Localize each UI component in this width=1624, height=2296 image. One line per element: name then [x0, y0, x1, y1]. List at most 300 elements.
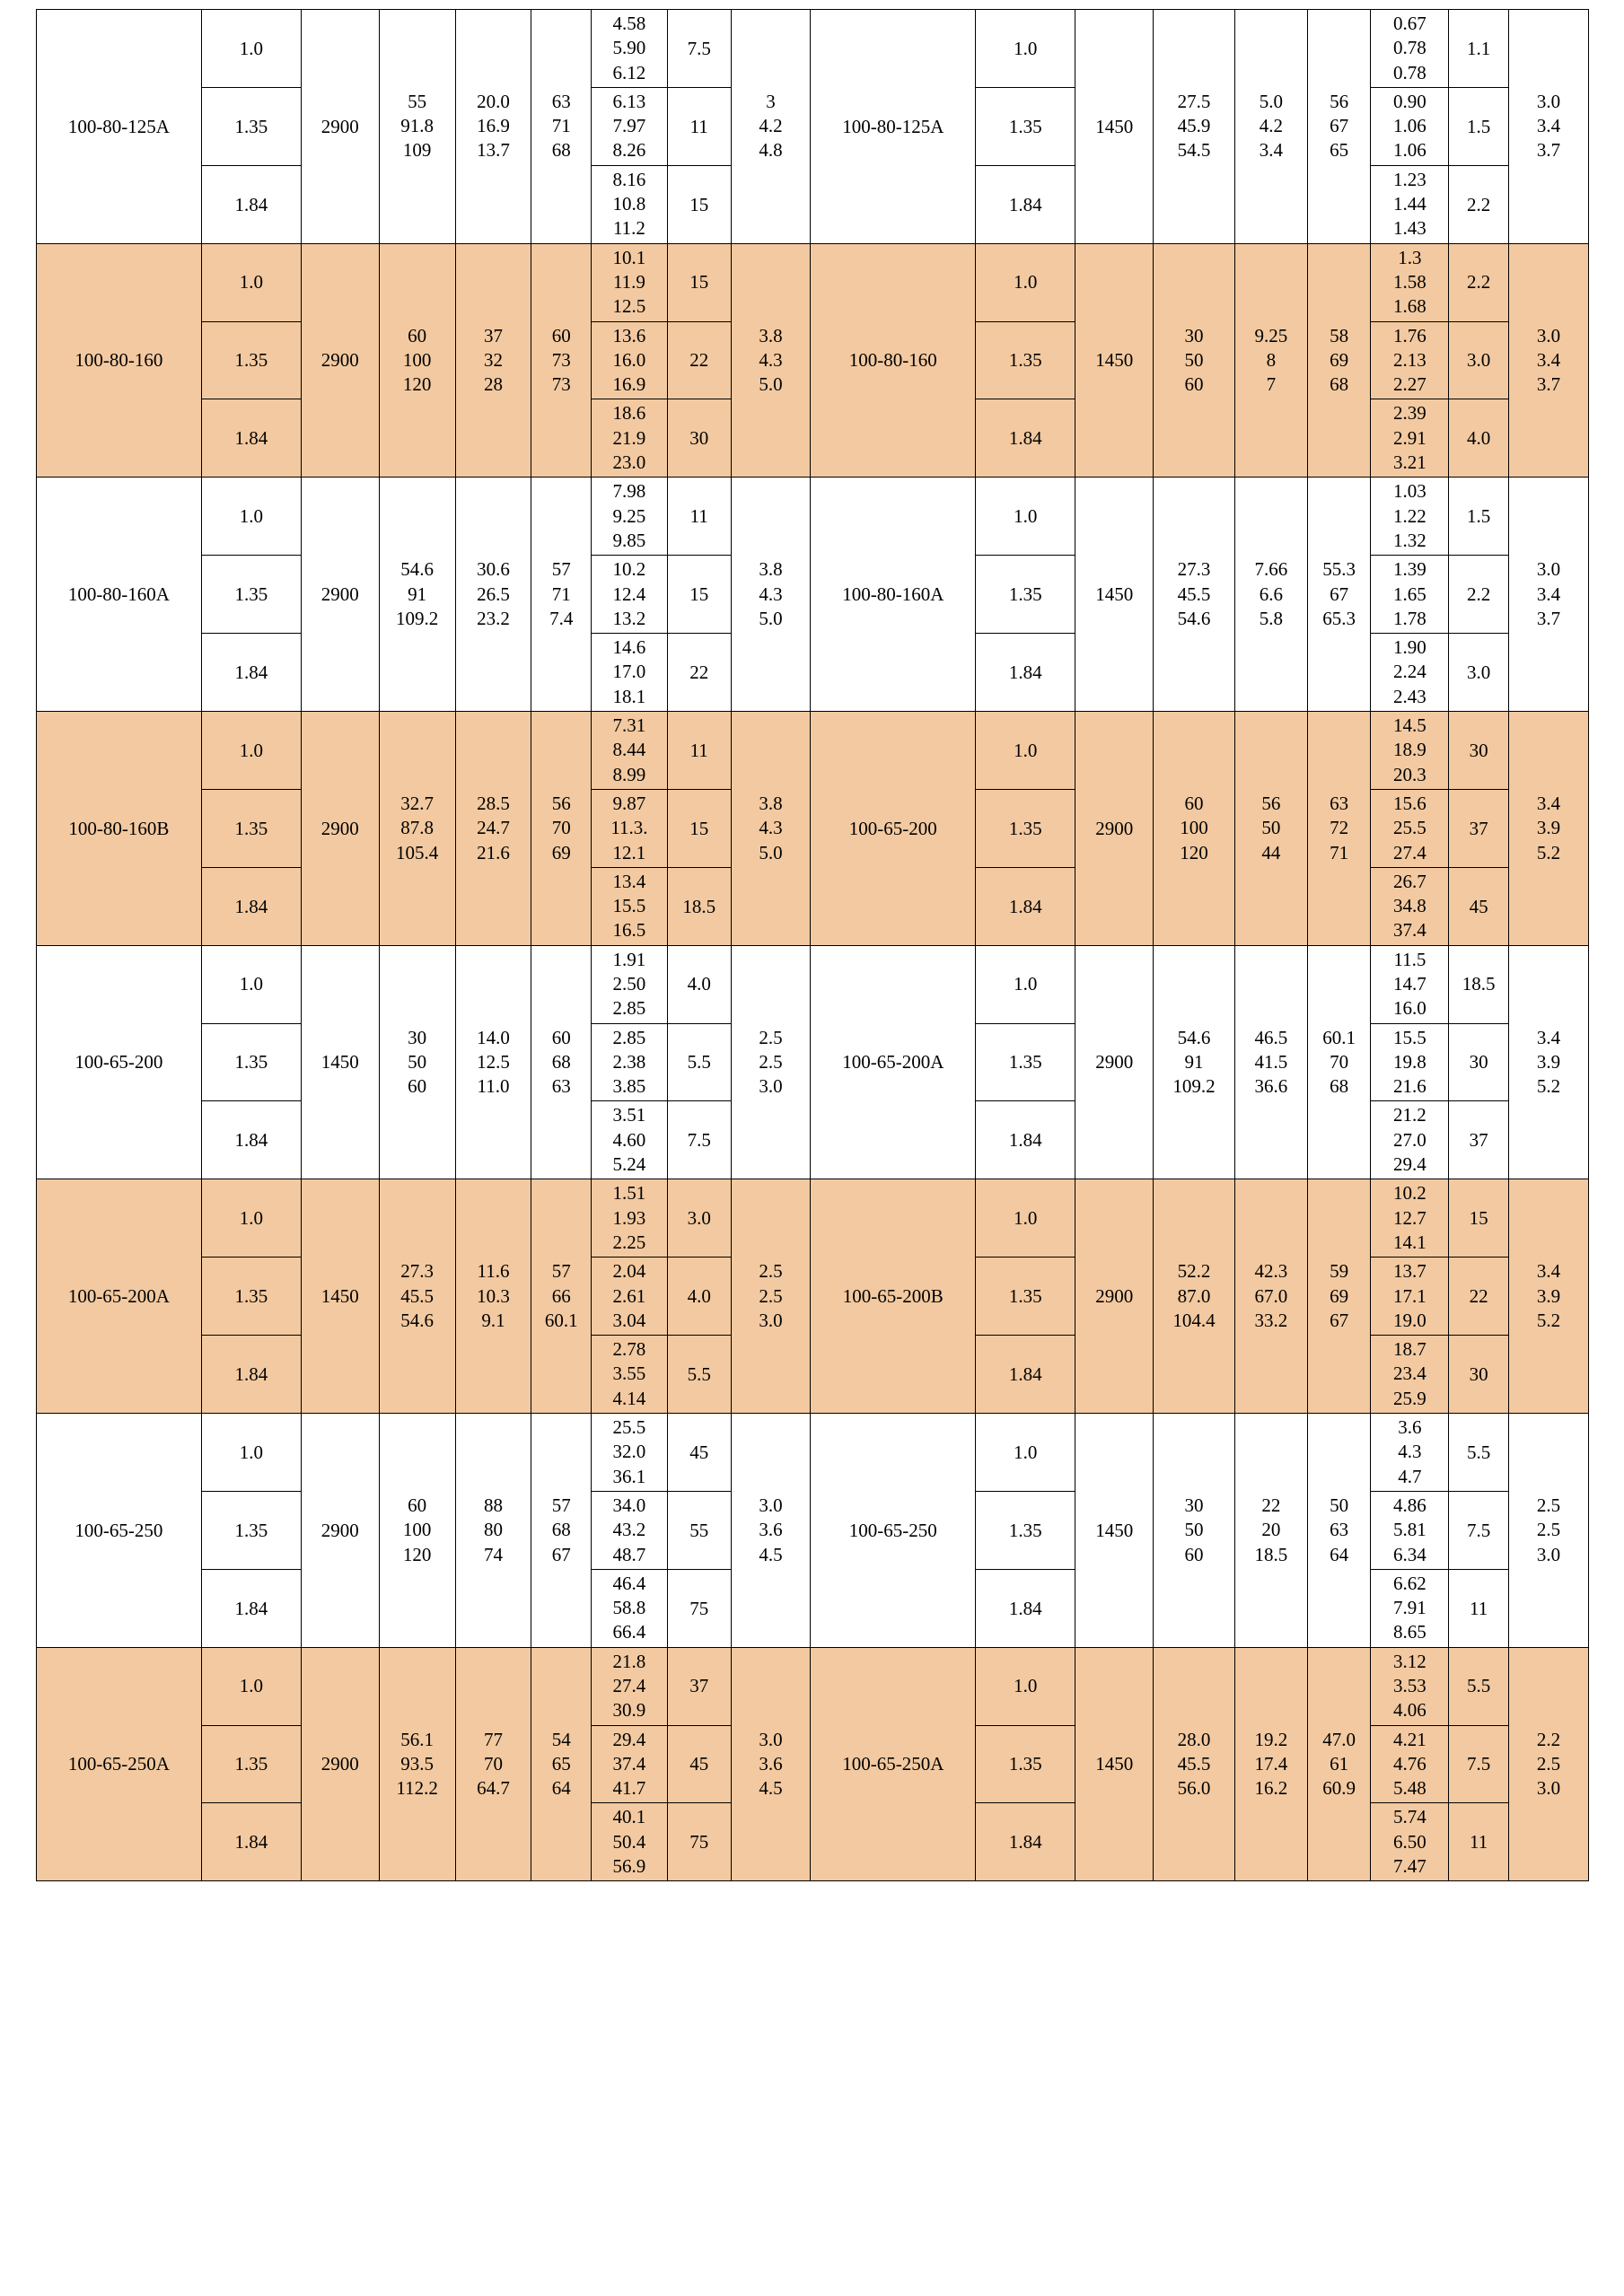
left-power-cell-line: 11.3.: [610, 817, 648, 839]
left-head-cell-line: 11.0: [477, 1075, 510, 1098]
left-power-cell: [592, 1803, 668, 1881]
right-density-cell: 1.84: [976, 399, 1075, 478]
left-head-cell: [455, 243, 531, 478]
right-motor-cell: 11: [1449, 1803, 1509, 1881]
right-efficiency-cell: [1307, 10, 1371, 244]
right-flow-cell-line: 50: [1184, 348, 1204, 371]
right-power-cell-line: 15.5: [1393, 1026, 1426, 1048]
left-density-cell: 1.35: [201, 1258, 301, 1336]
left-model-cell: 100-80-160: [37, 243, 202, 478]
left-npsh-cell-line: 4.3: [759, 817, 783, 839]
right-motor-cell: 11: [1449, 1569, 1509, 1647]
right-power-cell-line: 2.13: [1393, 348, 1426, 371]
right-power-cell-line: 17.1: [1393, 1284, 1426, 1307]
left-power-cell-line: 14.6: [612, 636, 646, 659]
left-power-cell-line: 10.1: [612, 246, 646, 268]
left-density-cell: 1.35: [201, 1491, 301, 1569]
left-density-cell: 1.35: [201, 1023, 301, 1101]
left-motor-cell: 11: [667, 87, 731, 165]
right-power-cell-line: 19.8: [1393, 1050, 1426, 1073]
left-power-cell: [592, 1023, 668, 1101]
right-density-cell: 1.35: [976, 1258, 1075, 1336]
left-power-cell-line: 2.85: [612, 997, 646, 1020]
left-model-cell: 100-65-200: [37, 945, 202, 1179]
right-power-cell: [1371, 1101, 1449, 1179]
left-npsh-cell-line: 2.5: [759, 1050, 783, 1073]
right-motor-cell: 5.5: [1449, 1647, 1509, 1725]
left-model-cell: 100-65-250A: [37, 1647, 202, 1881]
right-power-cell-line: 4.3: [1398, 1441, 1422, 1463]
left-power-cell-line: 50.4: [612, 1830, 646, 1853]
left-npsh-cell-line: 4.3: [759, 583, 783, 605]
right-efficiency-cell: [1307, 243, 1371, 478]
left-power-cell-line: 1.51: [612, 1182, 646, 1205]
left-flow-cell-line: 60: [408, 1494, 427, 1516]
left-power-cell: [592, 243, 668, 321]
right-power-cell-line: 2.91: [1393, 426, 1426, 449]
right-speed-cell: 2900: [1075, 945, 1154, 1179]
right-power-cell-line: 4.86: [1393, 1494, 1426, 1516]
right-density-cell: 1.84: [976, 1569, 1075, 1647]
right-efficiency-cell-line: 70: [1330, 1050, 1349, 1073]
right-npsh-cell-line: 3.0: [1536, 1777, 1561, 1800]
left-power-cell-line: 48.7: [612, 1543, 646, 1565]
left-power-cell-line: 13.4: [612, 870, 646, 892]
right-flow-cell: [1154, 243, 1235, 478]
left-power-cell-line: 58.8: [612, 1597, 646, 1619]
left-power-cell-line: 16.9: [612, 373, 646, 396]
left-flow-cell-line: 54.6: [400, 1309, 434, 1331]
right-flow-cell-line: 50: [1184, 1519, 1204, 1541]
right-flow-cell-line: 45.5: [1177, 583, 1211, 605]
right-motor-cell: 37: [1449, 1101, 1509, 1179]
left-power-cell: [592, 556, 668, 634]
left-power-cell-line: 37.4: [612, 1752, 646, 1775]
right-npsh-cell-line: 2.2: [1536, 1728, 1561, 1750]
left-efficiency-cell-line: 66: [551, 1284, 571, 1307]
right-flow-cell-line: 45.9: [1177, 115, 1211, 137]
left-power-cell-line: 25.5: [612, 1416, 646, 1439]
left-efficiency-cell-line: 56: [551, 792, 571, 814]
right-npsh-cell-line: 5.2: [1536, 1075, 1561, 1098]
left-motor-cell: 4.0: [667, 945, 731, 1023]
left-npsh-cell: [731, 1414, 811, 1648]
left-head-cell-line: 11.6: [477, 1260, 510, 1283]
right-power-cell-line: 27.4: [1393, 841, 1426, 863]
right-head-cell-line: 4.2: [1259, 115, 1284, 137]
left-power-cell-line: 13.6: [612, 324, 646, 346]
right-efficiency-cell-line: 63: [1330, 1519, 1349, 1541]
left-motor-cell: 18.5: [667, 867, 731, 945]
left-power-cell-line: 43.2: [612, 1519, 646, 1541]
right-density-cell: 1.84: [976, 1101, 1075, 1179]
right-power-cell: [1371, 478, 1449, 556]
left-efficiency-cell-line: 68: [551, 139, 571, 162]
left-power-cell-line: 40.1: [612, 1806, 646, 1828]
right-power-cell-line: 13.7: [1393, 1260, 1426, 1283]
left-power-cell: [592, 1725, 668, 1803]
right-flow-cell-line: 30: [1184, 324, 1204, 346]
left-motor-cell: 4.0: [667, 1258, 731, 1336]
right-npsh-cell: [1508, 243, 1588, 478]
left-model-cell: 100-80-125A: [37, 10, 202, 244]
left-head-cell-line: 20.0: [477, 90, 510, 112]
left-power-cell-line: 4.14: [612, 1387, 646, 1409]
right-head-cell-line: 46.5: [1254, 1026, 1288, 1048]
left-flow-cell-line: 120: [402, 373, 432, 396]
right-power-cell-line: 1.90: [1393, 636, 1426, 659]
left-head-cell-line: 28.5: [477, 792, 510, 814]
right-power-cell-line: 1.23: [1393, 168, 1426, 190]
left-power-cell-line: 34.0: [612, 1494, 646, 1516]
right-flow-cell-line: 60: [1184, 373, 1204, 396]
right-npsh-cell-line: 3.0: [1536, 1543, 1561, 1565]
right-motor-cell: 18.5: [1449, 945, 1509, 1023]
left-density-cell: 1.35: [201, 789, 301, 867]
left-model-cell: 100-80-160B: [37, 712, 202, 946]
right-power-cell: [1371, 165, 1449, 243]
left-model-cell: 100-65-250: [37, 1414, 202, 1648]
right-power-cell: [1371, 867, 1449, 945]
right-model-cell: 100-80-125A: [811, 10, 976, 244]
right-power-cell-line: 2.24: [1393, 661, 1426, 683]
right-power-cell-line: 3.21: [1393, 451, 1426, 474]
right-power-cell: [1371, 1725, 1449, 1803]
left-power-cell: [592, 10, 668, 88]
right-power-cell: [1371, 556, 1449, 634]
right-head-cell-line: 16.2: [1254, 1777, 1288, 1800]
right-flow-cell: [1154, 1647, 1235, 1881]
right-head-cell: [1235, 243, 1308, 478]
right-motor-cell: 1.1: [1449, 10, 1509, 88]
left-speed-cell: 1450: [301, 945, 379, 1179]
left-motor-cell: 15: [667, 165, 731, 243]
right-motor-cell: 5.5: [1449, 1414, 1509, 1492]
right-efficiency-cell-line: 68: [1330, 373, 1349, 396]
left-power-cell-line: 6.12: [612, 61, 646, 83]
left-speed-cell: 2900: [301, 712, 379, 946]
left-density-cell: 1.84: [201, 1101, 301, 1179]
right-speed-cell: 1450: [1075, 243, 1154, 478]
left-power-cell-line: 7.97: [612, 115, 646, 137]
right-power-cell-line: 25.9: [1393, 1387, 1426, 1409]
left-motor-cell: 15: [667, 556, 731, 634]
left-power-cell-line: 21.8: [612, 1650, 646, 1672]
right-npsh-cell-line: 5.2: [1536, 841, 1561, 863]
left-npsh-cell-line: 3.0: [759, 1728, 783, 1750]
right-power-cell: [1371, 1569, 1449, 1647]
left-efficiency-cell-line: 67: [551, 1543, 571, 1565]
left-density-cell: 1.0: [201, 1179, 301, 1258]
left-density-cell: 1.84: [201, 1336, 301, 1414]
left-efficiency-cell-line: 69: [551, 841, 571, 863]
left-efficiency-cell-line: 60: [551, 324, 571, 346]
left-flow-cell: [379, 10, 455, 244]
right-flow-cell-line: 87.0: [1177, 1284, 1211, 1307]
left-motor-cell: 15: [667, 789, 731, 867]
left-power-cell-line: 2.38: [612, 1050, 646, 1073]
right-efficiency-cell-line: 71: [1330, 841, 1349, 863]
right-power-cell-line: 1.65: [1393, 583, 1426, 605]
left-power-cell-line: 41.7: [612, 1777, 646, 1800]
right-head-cell-line: 36.6: [1254, 1075, 1288, 1098]
right-power-cell-line: 3.53: [1393, 1675, 1426, 1696]
right-density-cell: 1.0: [976, 945, 1075, 1023]
left-efficiency-cell: [531, 10, 592, 244]
left-power-cell-line: 8.44: [612, 739, 646, 761]
left-head-cell-line: 32: [483, 348, 503, 371]
left-density-cell: 1.0: [201, 243, 301, 321]
right-efficiency-cell-line: 61: [1330, 1752, 1349, 1775]
right-efficiency-cell-line: 47.0: [1322, 1728, 1356, 1750]
left-npsh-cell-line: 3.0: [759, 1075, 783, 1098]
left-motor-cell: 11: [667, 478, 731, 556]
right-model-cell: 100-65-200A: [811, 945, 976, 1179]
right-power-cell: [1371, 10, 1449, 88]
right-flow-cell: [1154, 1179, 1235, 1414]
right-motor-cell: 3.0: [1449, 634, 1509, 712]
left-flow-cell-line: 27.3: [400, 1260, 434, 1283]
left-density-cell: 1.0: [201, 478, 301, 556]
left-efficiency-cell: [531, 478, 592, 712]
left-power-cell-line: 9.25: [612, 504, 646, 527]
right-speed-cell: 1450: [1075, 10, 1154, 244]
left-power-cell-line: 13.2: [612, 607, 646, 629]
right-power-cell-line: 1.39: [1393, 558, 1426, 581]
left-flow-cell-line: 30: [408, 1026, 427, 1048]
left-npsh-cell-line: 3.0: [759, 1309, 783, 1331]
right-model-cell: 100-65-250A: [811, 1647, 976, 1881]
left-power-cell-line: 12.5: [612, 295, 646, 318]
right-efficiency-cell: [1307, 1414, 1371, 1648]
left-density-cell: 1.84: [201, 634, 301, 712]
right-density-cell: 1.35: [976, 1023, 1075, 1101]
right-efficiency-cell: [1307, 945, 1371, 1179]
right-density-cell: 1.0: [976, 1647, 1075, 1725]
right-power-cell-line: 18.7: [1393, 1338, 1426, 1361]
right-npsh-cell-line: 3.4: [1536, 792, 1561, 814]
right-density-cell: 1.0: [976, 712, 1075, 790]
left-efficiency-cell-line: 63: [551, 90, 571, 112]
right-head-cell-line: 17.4: [1254, 1752, 1288, 1775]
table-row: [37, 712, 1589, 790]
right-motor-cell: 30: [1449, 1023, 1509, 1101]
right-flow-cell-line: 91: [1184, 1050, 1204, 1073]
left-power-cell: [592, 945, 668, 1023]
right-power-cell: [1371, 321, 1449, 399]
pump-specification-table: [36, 9, 1589, 1881]
right-power-cell: [1371, 1647, 1449, 1725]
right-power-cell-line: 15.6: [1393, 792, 1426, 814]
left-power-cell-line: 1.91: [612, 948, 646, 970]
right-power-cell-line: 4.06: [1393, 1699, 1426, 1722]
right-head-cell-line: 3.4: [1259, 139, 1284, 162]
right-speed-cell: 1450: [1075, 478, 1154, 712]
table-row: [37, 1647, 1589, 1725]
right-power-cell-line: 4.76: [1393, 1752, 1426, 1775]
right-power-cell-line: 1.22: [1393, 504, 1426, 527]
right-motor-cell: 30: [1449, 712, 1509, 790]
right-power-cell-line: 1.44: [1393, 193, 1426, 215]
left-power-cell-line: 10.2: [612, 558, 646, 581]
right-npsh-cell-line: 3.4: [1536, 115, 1561, 137]
right-power-cell-line: 1.3: [1398, 246, 1422, 268]
left-npsh-cell: [731, 243, 811, 478]
left-flow-cell: [379, 712, 455, 946]
right-head-cell-line: 9.25: [1254, 324, 1288, 346]
left-power-cell: [592, 867, 668, 945]
right-power-cell-line: 1.68: [1393, 295, 1426, 318]
right-density-cell: 1.84: [976, 867, 1075, 945]
left-flow-cell-line: 50: [408, 1050, 427, 1073]
left-power-cell-line: 23.0: [612, 451, 646, 474]
right-npsh-cell-line: 3.9: [1536, 817, 1561, 839]
left-head-cell: [455, 1179, 531, 1414]
left-npsh-cell-line: 2.5: [759, 1284, 783, 1307]
right-head-cell: [1235, 1414, 1308, 1648]
right-npsh-cell: [1508, 712, 1588, 946]
left-power-cell-line: 17.0: [612, 661, 646, 683]
left-efficiency-cell-line: 73: [551, 373, 571, 396]
left-power-cell-line: 18.6: [612, 402, 646, 425]
right-flow-cell-line: 120: [1180, 841, 1208, 863]
left-motor-cell: 22: [667, 634, 731, 712]
right-model-cell: 100-80-160A: [811, 478, 976, 712]
right-flow-cell-line: 52.2: [1177, 1260, 1211, 1283]
right-head-cell-line: 18.5: [1254, 1543, 1288, 1565]
right-power-cell-line: 1.43: [1393, 217, 1426, 240]
right-npsh-cell: [1508, 1179, 1588, 1414]
right-power-cell-line: 25.5: [1393, 817, 1426, 839]
right-density-cell: 1.35: [976, 1725, 1075, 1803]
right-power-cell: [1371, 1258, 1449, 1336]
right-power-cell-line: 2.39: [1393, 402, 1426, 425]
right-density-cell: 1.0: [976, 478, 1075, 556]
left-efficiency-cell-line: 57: [551, 1494, 571, 1516]
right-power-cell-line: 6.50: [1393, 1830, 1426, 1853]
right-efficiency-cell: [1307, 1179, 1371, 1414]
left-npsh-cell-line: 2.5: [759, 1026, 783, 1048]
right-flow-cell-line: 54.5: [1177, 139, 1211, 162]
right-flow-cell-line: 54.6: [1177, 607, 1211, 629]
right-speed-cell: 2900: [1075, 712, 1154, 946]
left-density-cell: 1.84: [201, 165, 301, 243]
right-efficiency-cell-line: 67: [1330, 115, 1349, 137]
right-power-cell-line: 37.4: [1393, 919, 1426, 942]
left-motor-cell: 45: [667, 1414, 731, 1492]
left-power-cell: [592, 1569, 668, 1647]
left-speed-cell: 2900: [301, 10, 379, 244]
right-power-cell-line: 10.2: [1393, 1182, 1426, 1205]
left-power-cell-line: 66.4: [612, 1621, 646, 1643]
left-flow-cell: [379, 478, 455, 712]
left-power-cell: [592, 165, 668, 243]
left-power-cell-line: 5.24: [612, 1153, 646, 1176]
right-motor-cell: 1.5: [1449, 478, 1509, 556]
right-flow-cell: [1154, 1414, 1235, 1648]
left-power-cell: [592, 1101, 668, 1179]
table-row: [37, 243, 1589, 321]
right-efficiency-cell-line: 56: [1330, 90, 1349, 112]
left-npsh-cell-line: 2.5: [759, 1260, 783, 1283]
right-power-cell: [1371, 243, 1449, 321]
left-efficiency-cell-line: 7.4: [549, 607, 574, 629]
right-power-cell-line: 21.6: [1393, 1075, 1426, 1098]
right-flow-cell-line: 60: [1184, 792, 1204, 814]
right-power-cell-line: 4.7: [1398, 1465, 1422, 1487]
right-speed-cell: 1450: [1075, 1647, 1154, 1881]
left-power-cell-line: 2.85: [612, 1026, 646, 1048]
right-head-cell-line: 7.66: [1254, 558, 1288, 581]
left-head-cell-line: 28: [483, 373, 503, 396]
right-power-cell-line: 1.58: [1393, 270, 1426, 293]
right-density-cell: 1.0: [976, 243, 1075, 321]
left-power-cell-line: 3.04: [612, 1309, 646, 1331]
right-head-cell-line: 50: [1261, 817, 1281, 839]
left-power-cell-line: 32.0: [612, 1441, 646, 1463]
right-flow-cell: [1154, 10, 1235, 244]
right-efficiency-cell-line: 50: [1330, 1494, 1349, 1516]
left-flow-cell: [379, 945, 455, 1179]
left-model-cell: 100-80-160A: [37, 478, 202, 712]
left-power-cell: [592, 321, 668, 399]
left-flow-cell-line: 60: [408, 324, 427, 346]
right-power-cell-line: 1.06: [1393, 139, 1426, 162]
left-model-cell: 100-65-200A: [37, 1179, 202, 1414]
left-efficiency-cell-line: 60.1: [544, 1309, 578, 1331]
right-density-cell: 1.84: [976, 165, 1075, 243]
right-power-cell-line: 0.78: [1393, 37, 1426, 59]
left-flow-cell-line: 112.2: [396, 1777, 438, 1800]
left-flow-cell-line: 56.1: [400, 1728, 434, 1750]
right-power-cell-line: 21.2: [1393, 1104, 1426, 1126]
left-power-cell-line: 3.55: [612, 1363, 646, 1385]
right-head-cell-line: 41.5: [1254, 1050, 1288, 1073]
right-flow-cell-line: 104.4: [1172, 1309, 1216, 1331]
left-flow-cell-line: 55: [408, 90, 427, 112]
left-power-cell: [592, 1179, 668, 1258]
right-head-cell: [1235, 478, 1308, 712]
right-density-cell: 1.0: [976, 10, 1075, 88]
right-power-cell-line: 1.03: [1393, 480, 1426, 503]
right-npsh-cell: [1508, 1647, 1588, 1881]
right-model-cell: 100-65-250: [811, 1414, 976, 1648]
right-flow-cell: [1154, 478, 1235, 712]
right-flow-cell-line: 56.0: [1177, 1777, 1211, 1800]
right-power-cell-line: 1.78: [1393, 607, 1426, 629]
right-efficiency-cell-line: 65: [1330, 139, 1349, 162]
left-power-cell: [592, 789, 668, 867]
left-head-cell-line: 88: [483, 1494, 503, 1516]
left-power-cell-line: 46.4: [612, 1572, 646, 1594]
left-npsh-cell-line: 3.8: [759, 558, 783, 581]
left-npsh-cell-line: 5.0: [759, 841, 783, 863]
left-power-cell-line: 8.16: [612, 168, 646, 190]
left-density-cell: 1.35: [201, 321, 301, 399]
right-head-cell: [1235, 1179, 1308, 1414]
right-efficiency-cell-line: 67: [1330, 583, 1349, 605]
right-npsh-cell-line: 3.4: [1536, 1260, 1561, 1283]
left-power-cell-line: 4.58: [612, 13, 646, 34]
right-power-cell-line: 14.1: [1393, 1231, 1426, 1253]
left-head-cell-line: 37: [483, 324, 503, 346]
left-flow-cell: [379, 1414, 455, 1648]
left-flow-cell: [379, 1179, 455, 1414]
right-power-cell-line: 27.0: [1393, 1128, 1426, 1151]
left-power-cell-line: 2.25: [612, 1231, 646, 1253]
left-head-cell-line: 30.6: [477, 558, 510, 581]
left-npsh-cell-line: 4.5: [759, 1543, 783, 1565]
